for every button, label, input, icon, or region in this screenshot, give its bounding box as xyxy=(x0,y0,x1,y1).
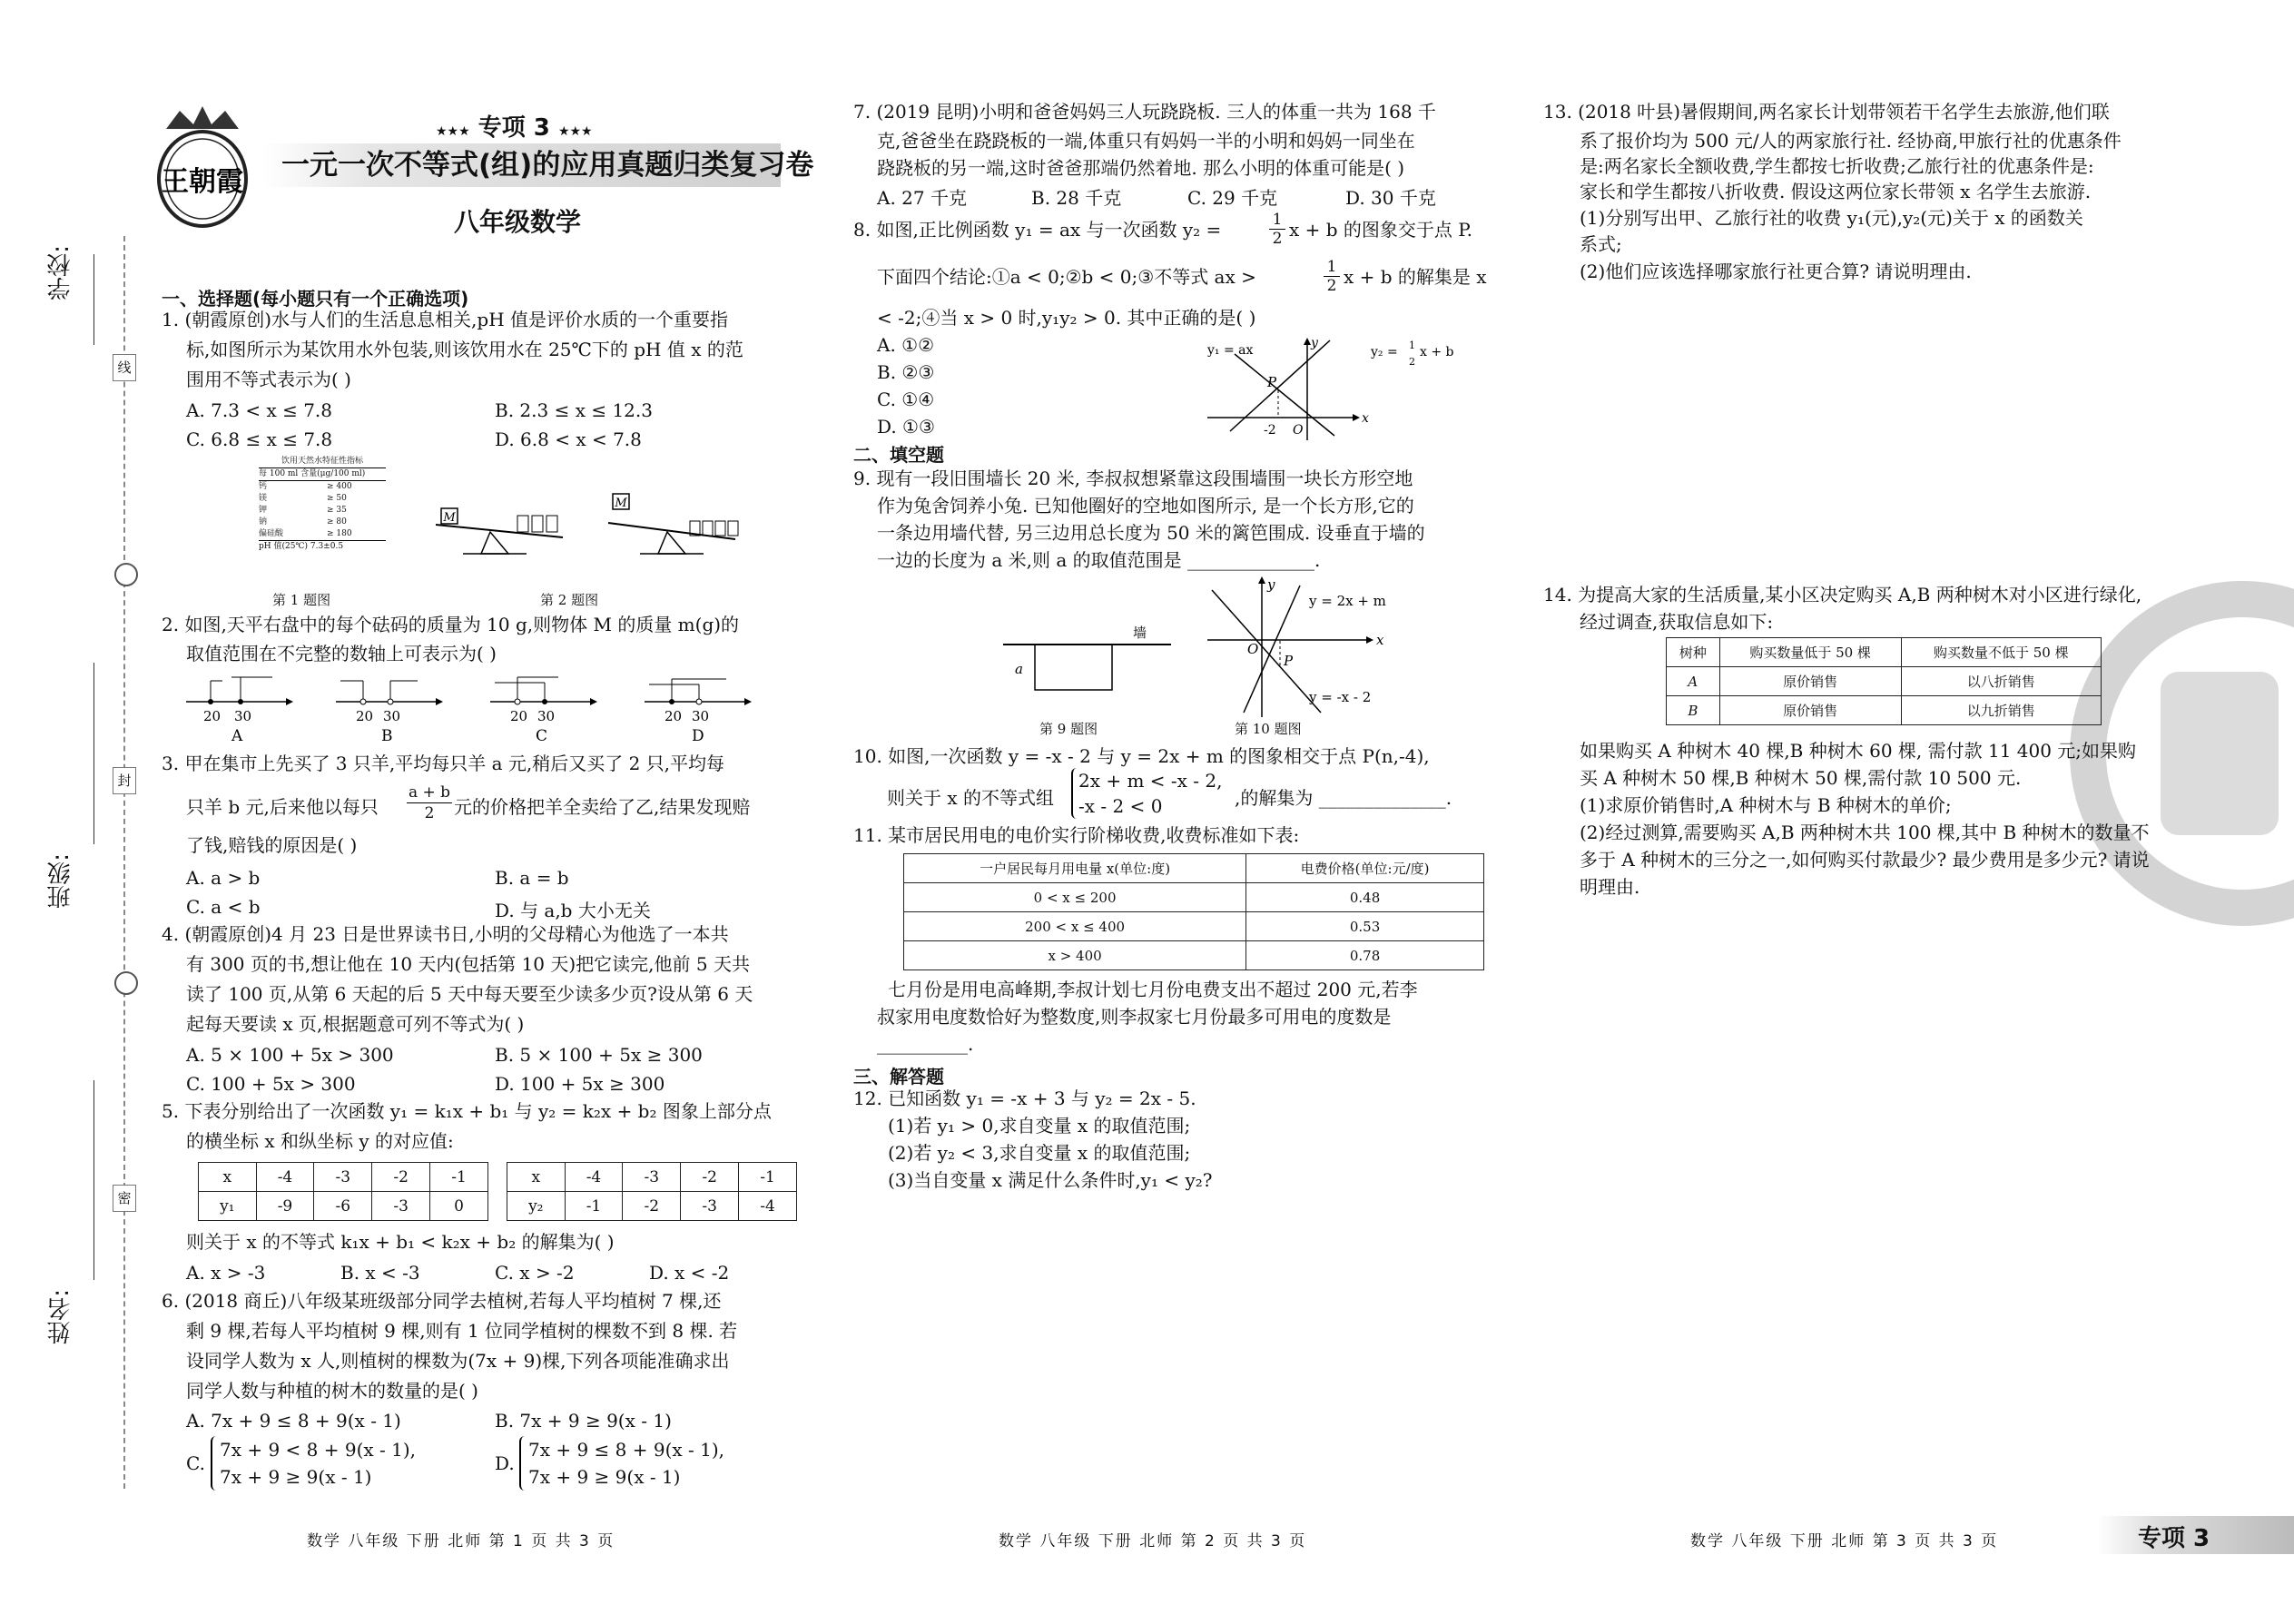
q1-option-c: C. 6.8 ≤ x ≤ 7.8 xyxy=(186,428,333,450)
svg-text:墙: 墙 xyxy=(1133,625,1147,641)
q10-graph xyxy=(1198,576,1416,722)
q3-line: 3. 甲在集市上先买了 3 只羊,平均每只羊 a 元,稍后又买了 2 只,平均每 xyxy=(162,753,725,774)
q3-option-a: A. a > b xyxy=(186,867,261,889)
svg-text:B: B xyxy=(381,727,393,743)
q11-line: 叔家用电度数恰好为整数度,则李叔家七月份最多可用电的度数是 xyxy=(877,1006,1392,1028)
section-solve: 三、解答题 xyxy=(853,1066,944,1088)
q13-line: 家长和学生都按八折收费. 假设这两位家长带领 x 名学生去旅游. xyxy=(1580,181,2092,202)
binding-hole xyxy=(114,971,138,995)
q6-option-d-label: D. xyxy=(495,1452,515,1474)
q10-line: 则关于 x 的不等式组 xyxy=(887,787,1054,809)
q7-option-b: B. 28 千克 xyxy=(1031,187,1122,209)
q1-option-b: B. 2.3 ≤ x ≤ 12.3 xyxy=(495,399,653,421)
svg-text:y = -x - 2: y = -x - 2 xyxy=(1309,689,1372,705)
q11-line: 七月份是用电高峰期,李叔计划七月份电费支出不超过 200 元,若李 xyxy=(888,979,1418,1000)
seal-char-1: 线 xyxy=(113,354,136,381)
q3-line: 元的价格把羊全卖给了乙,结果发现赔 xyxy=(454,796,751,818)
q7-line: 跷跷板的另一端,这时爸爸那端仍然着地. 那么小明的体重可能是( ) xyxy=(877,157,1405,179)
school-label: 学校: xyxy=(47,245,74,300)
svg-text:y: y xyxy=(1267,576,1275,593)
svg-text:y = 2x + m: y = 2x + m xyxy=(1309,593,1386,609)
section-choice: 一、选择题(每小题只有一个正确选项) xyxy=(162,288,469,310)
q3-option-b: B. a = b xyxy=(495,867,569,889)
name-label: 姓名: xyxy=(47,1289,74,1344)
svg-text:y₂ =: y₂ = xyxy=(1371,345,1398,359)
binding-hole xyxy=(114,563,138,586)
svg-text:P: P xyxy=(1284,653,1294,669)
q4-option-a: A. 5 × 100 + 5x > 300 xyxy=(186,1044,394,1066)
q4-option-d: D. 100 + 5x ≥ 300 xyxy=(495,1073,665,1095)
svg-text:O: O xyxy=(1247,641,1259,657)
cut-line xyxy=(123,236,125,1489)
svg-text:x: x xyxy=(1362,411,1369,426)
q13-line: 系了报价均为 500 元/人的两家旅行社. 经协商,甲旅行社的优惠条件 xyxy=(1580,130,2122,152)
water-label-header: 每 100 ml 含量(μg/100 ml) xyxy=(259,468,386,481)
water-label-row: 钙 ≥ 400 xyxy=(259,482,352,491)
balance-1 xyxy=(436,508,563,554)
page-subtitle: 八年级数学 xyxy=(454,207,582,237)
q3-line: 只羊 b 元,后来他以每只 xyxy=(186,796,379,818)
svg-text:y₁ = ax: y₁ = ax xyxy=(1207,343,1254,358)
q8-line: x + b 的图象交于点 P. xyxy=(1289,219,1473,241)
q14-line: (1)求原价销售时,A 种树木与 B 种树木的单价; xyxy=(1580,794,1952,816)
numberline-d xyxy=(645,679,752,743)
q1-line: 标,如图所示为某饮用水外包装,则该饮用水在 25℃下的 pH 值 x 的范 xyxy=(186,339,743,360)
q14-line: 如果购买 A 种树木 40 棵,B 种树木 60 棵, 需付款 11 400 元;如果购 xyxy=(1580,740,2137,762)
series-label: ★★★ 专项 3 ★★★ xyxy=(436,114,593,142)
q1-option-a: A. 7.3 < x ≤ 7.8 xyxy=(186,399,332,421)
svg-text:x: x xyxy=(1376,632,1384,648)
q3-option-d: D. 与 a,b 大小无关 xyxy=(495,900,651,921)
q4-line: 4. (朝霞原创)4 月 23 日是世界读书日,小明的父母精心为他选了一本共 xyxy=(162,923,729,945)
q8-option-b: B. ②③ xyxy=(877,361,935,383)
fig9-caption: 第 9 题图 xyxy=(1039,721,1098,737)
q9-line: 作为兔舍饲养小兔. 已知他圈好的空地如图所示, 是一个长方形,它的 xyxy=(877,495,1414,517)
q13-line: (2)他们应该选择哪家旅行社更合算? 请说明理由. xyxy=(1580,261,1972,282)
footer-page-3: 数学 八年级 下册 北师 第 3 页 共 3 页 xyxy=(1690,1532,1999,1550)
q4-option-b: B. 5 × 100 + 5x ≥ 300 xyxy=(495,1044,703,1066)
class-label: 班级: xyxy=(47,853,74,909)
svg-text:王朝霞: 王朝霞 xyxy=(162,166,243,198)
water-label-row: 偏硅酸 ≥ 180 xyxy=(259,529,352,538)
svg-text:M: M xyxy=(443,511,456,525)
q8-line: x + b 的解集是 x xyxy=(1344,266,1487,288)
q4-option-c: C. 100 + 5x > 300 xyxy=(186,1073,356,1095)
q14-line: 明理由. xyxy=(1580,876,1640,898)
q2-numberlines xyxy=(182,670,799,743)
q2-line: 2. 如图,天平右盘中的每个砝码的质量为 10 g,则物体 M 的质量 m(g)的 xyxy=(162,614,740,635)
seal-char-2: 封 xyxy=(113,767,136,794)
q8-fraction-2: 1 2 xyxy=(1324,258,1340,295)
svg-text:-2: -2 xyxy=(1264,423,1276,438)
q1-line: 1. (朝霞原创)水与人们的生活息息相关,pH 值是评价水质的一个重要指 xyxy=(162,309,729,330)
q12-line: (2)若 y₂ < 3,求自变量 x 的取值范围; xyxy=(888,1142,1191,1164)
q12-line: 12. 已知函数 y₁ = -x + 3 与 y₂ = 2x - 5. xyxy=(853,1088,1196,1109)
q5-line: 则关于 x 的不等式 k₁x + b₁ < k₂x + b₂ 的解集为( ) xyxy=(186,1231,615,1253)
q13-line: 是:两名家长全额收费,学生都按七折收费;乙旅行社的优惠条件是: xyxy=(1580,155,2094,177)
q5-line: 5. 下表分别给出了一次函数 y₁ = k₁x + b₁ 与 y₂ = k₂x + b₂ 图象上部分点 xyxy=(162,1100,772,1122)
q10-line: ,的解集为 ______________. xyxy=(1235,787,1452,809)
svg-text:20: 20 xyxy=(665,708,683,724)
q9-line: 9. 现有一段旧围墙长 20 米, 李叔叔想紧靠这段围墙围一块长方形空地 xyxy=(853,468,1413,489)
q12-line: (3)当自变量 x 满足什么条件时,y₁ < y₂? xyxy=(888,1169,1213,1191)
svg-text:A: A xyxy=(231,727,243,743)
water-label-title: 饮用天然水特征性指标 xyxy=(281,457,363,466)
svg-text:1: 1 xyxy=(1409,340,1415,351)
q7-option-a: A. 27 千克 xyxy=(877,187,967,209)
q11-line: __________. xyxy=(877,1033,974,1055)
fig10-caption: 第 10 题图 xyxy=(1235,721,1302,737)
svg-text:C: C xyxy=(536,727,548,743)
q6-line: 同学人数与种植的树木的数量的是( ) xyxy=(186,1380,478,1402)
svg-text:O: O xyxy=(1293,423,1304,438)
q3-option-c: C. a < b xyxy=(186,896,261,918)
q5-option-b: B. x < -3 xyxy=(340,1262,420,1284)
q9-line: 一边的长度为 a 米,则 a 的取值范围是 ______________. xyxy=(877,549,1321,571)
q14-tree-table: 树种 购买数量低于 50 棵 购买数量不低于 50 棵 A 原价销售 以八折销售 B 原价销售 以九折销售 xyxy=(1666,637,2102,725)
footer-page-2: 数学 八年级 下册 北师 第 2 页 共 3 页 xyxy=(999,1532,1307,1550)
q5-option-a: A. x > -3 xyxy=(186,1262,266,1284)
fig2-caption: 第 2 题图 xyxy=(540,592,599,608)
q4-line: 读了 100 页,从第 6 天起的后 5 天中每天要至少读多少页?设从第 6 天 xyxy=(186,983,753,1005)
svg-text:2: 2 xyxy=(1409,356,1415,368)
svg-text:x + b: x + b xyxy=(1420,345,1454,359)
q14-line: (2)经过测算,需要购买 A,B 两种树木共 100 棵,其中 B 种树木的数量不 xyxy=(1580,822,2150,843)
q5-table-2: x -4 -3 -2 -1 y₂ -1 -2 -3 -4 xyxy=(507,1162,797,1221)
svg-text:y: y xyxy=(1311,336,1318,350)
q13-line: 13. (2018 叶县)暑假期间,两名家长计划带领若干名学生去旅游,他们联 xyxy=(1543,101,2110,123)
q14-line: 经过调查,获取信息如下: xyxy=(1580,611,1774,633)
q8-option-d: D. ①③ xyxy=(877,416,935,438)
q3-line: 了钱,赔钱的原因是( ) xyxy=(186,834,358,856)
q6-option-a: A. 7x + 9 ≤ 8 + 9(x - 1) xyxy=(186,1410,401,1432)
q5-option-d: D. x < -2 xyxy=(649,1262,730,1284)
water-label-figure xyxy=(259,456,386,574)
logo xyxy=(153,102,252,229)
q6-line: 设同学人数为 x 人,则植树的棵数为(7x + 9)棵,下列各项能准确求出 xyxy=(186,1350,730,1372)
svg-text:a: a xyxy=(1015,661,1023,677)
numberline-a xyxy=(186,677,293,743)
svg-text:30: 30 xyxy=(234,708,252,724)
q7-option-c: C. 29 千克 xyxy=(1187,187,1278,209)
q14-line: 14. 为提高大家的生活质量,某小区决定购买 A,B 两种树木对小区进行绿化, xyxy=(1543,584,2142,605)
svg-text:30: 30 xyxy=(383,708,401,724)
q6-option-b: B. 7x + 9 ≥ 9(x - 1) xyxy=(495,1410,672,1432)
q11-line: 11. 某市居民用电的电价实行阶梯收费,收费标准如下表: xyxy=(853,824,1300,846)
balance-figures xyxy=(427,481,772,572)
q8-fraction-1: 1 2 xyxy=(1269,211,1285,248)
q10-system: 2x + m < -x - 2, -x - 2 < 0 xyxy=(1071,768,1223,819)
q8-graph xyxy=(1198,336,1471,445)
water-label-ph: pH 值(25℃) 7.3±0.5 xyxy=(259,540,386,553)
svg-text:M: M xyxy=(615,497,627,510)
q7-line: 克,爸爸坐在跷跷板的一端,体重只有妈妈一半的小明和妈妈一同坐在 xyxy=(877,130,1415,152)
q7-line: 7. (2019 昆明)小明和爸爸妈妈三人玩跷跷板. 三人的体重一共为 168 千 xyxy=(853,101,1436,123)
numberline-b xyxy=(336,681,443,743)
q5-option-c: C. x > -2 xyxy=(495,1262,575,1284)
q3-fraction: a + b 2 xyxy=(408,783,451,822)
q8-line: 8. 如图,正比例函数 y₁ = ax 与一次函数 y₂ = xyxy=(853,219,1222,241)
q13-line: (1)分别写出甲、乙旅行社的收费 y₁(元),y₂(元)关于 x 的函数关 xyxy=(1580,207,2083,229)
footer-page-1: 数学 八年级 下册 北师 第 1 页 共 3 页 xyxy=(307,1532,615,1550)
q11-price-table: 一户居民每月用电量 x(单位:度) 电费价格(单位:元/度) 0 < x ≤ 200 0.48 200 < x ≤ 400 0.53 x > 400 0.78 xyxy=(903,853,1484,970)
q8-line: 下面四个结论:①a < 0;②b < 0;③不等式 ax > xyxy=(877,266,1256,288)
q5-line: 的横坐标 x 和纵坐标 y 的对应值: xyxy=(186,1130,454,1152)
fig1-caption: 第 1 题图 xyxy=(272,592,331,608)
svg-text:P: P xyxy=(1267,374,1277,390)
q14-line: 买 A 种树木 50 棵,B 种树木 50 棵,需付款 10 500 元. xyxy=(1580,767,2022,789)
q6-option-d-system: 7x + 9 ≤ 8 + 9(x - 1), 7x + 9 ≥ 9(x - 1) xyxy=(519,1436,724,1491)
q12-line: (1)若 y₁ > 0,求自变量 x 的取值范围; xyxy=(888,1115,1191,1137)
q1-option-d: D. 6.8 < x < 7.8 xyxy=(495,428,642,450)
svg-text:30: 30 xyxy=(537,708,556,724)
q9-figure xyxy=(999,617,1180,717)
q1-line: 围用不等式表示为( ) xyxy=(186,369,351,390)
svg-text:20: 20 xyxy=(510,708,528,724)
q10-line: 10. 如图,一次函数 y = -x - 2 与 y = 2x + m 的图象相交于点 P(n,-4), xyxy=(853,745,1430,767)
svg-text:20: 20 xyxy=(356,708,374,724)
q8-line: < -2;④当 x > 0 时,y₁y₂ > 0. 其中正确的是( ) xyxy=(877,307,1256,329)
q4-line: 有 300 页的书,想让他在 10 天内(包括第 10 天)把它读完,他前 5 天共 xyxy=(186,953,750,975)
q7-option-d: D. 30 千克 xyxy=(1345,187,1436,209)
seal-char-3: 密 xyxy=(113,1185,136,1212)
q14-line: 多于 A 种树木的三分之一,如何购买付款最少? 最少费用是多少元? 请说 xyxy=(1580,849,2150,871)
q4-line: 起每天要读 x 页,根据题意可列不等式为( ) xyxy=(186,1013,525,1035)
q8-option-c: C. ①④ xyxy=(877,389,935,410)
q2-line: 取值范围在不完整的数轴上可表示为( ) xyxy=(186,643,497,664)
numberline-c xyxy=(490,677,597,743)
svg-text:D: D xyxy=(692,727,704,743)
footer-tag: 专项 3 xyxy=(2138,1525,2210,1552)
q6-line: 剩 9 棵,若每人平均植树 9 棵,则有 1 位同学植树的棵数不到 8 棵. 若 xyxy=(186,1320,738,1342)
water-label-row: 镁 ≥ 50 xyxy=(259,494,347,503)
q13-line: 系式; xyxy=(1580,233,1622,255)
q6-option-c-system: 7x + 9 < 8 + 9(x - 1), 7x + 9 ≥ 9(x - 1) xyxy=(211,1436,416,1491)
svg-text:30: 30 xyxy=(692,708,710,724)
section-fill: 二、填空题 xyxy=(853,444,944,466)
balance-2 xyxy=(608,494,738,554)
water-label-row: 钾 ≥ 35 xyxy=(259,506,347,515)
q6-line: 6. (2018 商丘)八年级某班级部分同学去植树,若每人平均植树 7 棵,还 xyxy=(162,1290,722,1312)
binding-sidebar xyxy=(36,236,145,1489)
water-label-row: 钠 ≥ 80 xyxy=(259,517,347,527)
svg-text:20: 20 xyxy=(203,708,222,724)
q8-option-a: A. ①② xyxy=(877,334,935,356)
q5-table-1: x -4 -3 -2 -1 y₁ -9 -6 -3 0 xyxy=(198,1162,488,1221)
q9-line: 一条边用墙代替, 另三边用总长度为 50 米的篱笆围成. 设垂直于墙的 xyxy=(877,522,1425,544)
q6-option-c-label: C. xyxy=(186,1452,205,1474)
page-title: 一元一次不等式(组)的应用真题归类复习卷 xyxy=(281,149,814,182)
